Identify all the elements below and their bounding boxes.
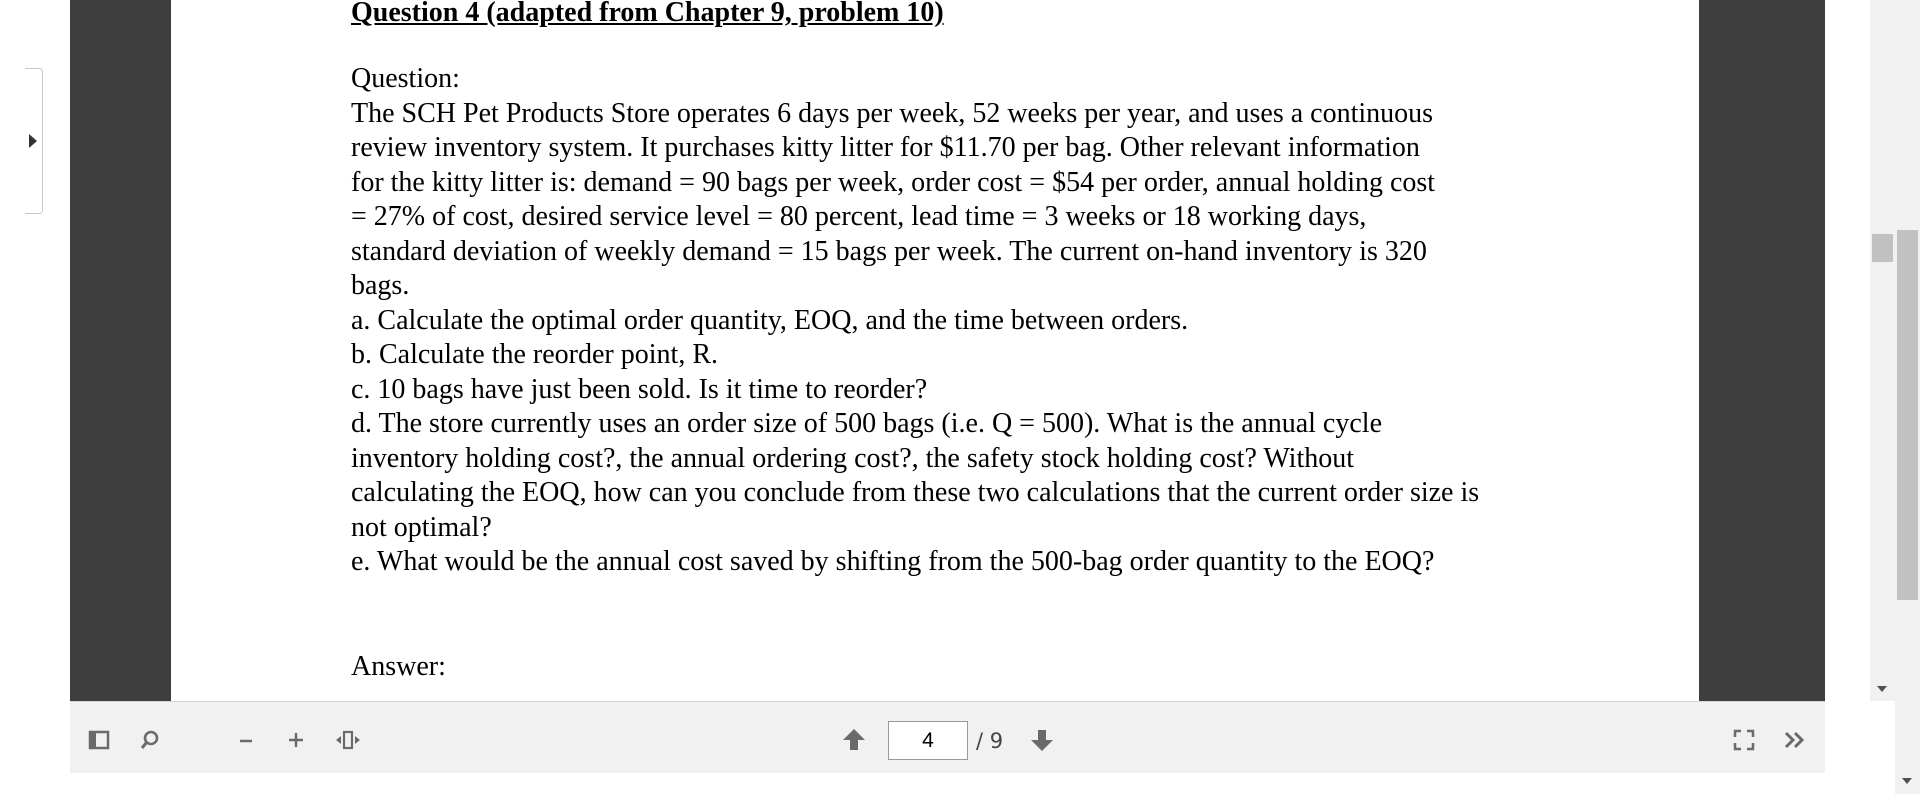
search-button[interactable] xyxy=(136,726,164,754)
question-line: review inventory system. It purchases kitty litter for $11.70 per bag. Other relevant information xyxy=(351,132,1420,163)
part-d-line: calculating the EOQ, how can you conclude from these two calculations that the current order size is xyxy=(351,477,1480,508)
expand-arrow-icon[interactable] xyxy=(29,134,37,148)
previous-page-icon xyxy=(841,727,867,753)
side-panel-tab[interactable] xyxy=(25,68,43,214)
fullscreen-button[interactable] xyxy=(1730,726,1758,754)
question-line: standard deviation of weekly demand = 15 bags per week. The current on-hand inventory is 320 xyxy=(351,235,1427,267)
fit-width-button[interactable] xyxy=(334,726,362,754)
scroll-down-arrow-icon[interactable] xyxy=(1877,686,1887,692)
viewer-scrollbar[interactable] xyxy=(1870,0,1895,701)
part-a: a. Calculate the optimal order quantity, EOQ, and the time between orders. xyxy=(351,304,1189,336)
question-line: for the kitty litter is: demand = 90 bags per week, order cost = $54 per order, annual holding cost xyxy=(351,166,1436,198)
zoom-in-icon xyxy=(287,731,305,749)
question-line: The SCH Pet Products Store operates 6 days per week, 52 weeks per year, and uses a continuous xyxy=(351,97,1434,129)
question-line: bags. xyxy=(351,270,410,301)
part-c: c. 10 bags have just been sold. Is it time to reorder? xyxy=(351,373,928,405)
page-scroll-down-arrow-icon[interactable] xyxy=(1902,778,1912,784)
question-label: Question: xyxy=(351,63,460,94)
question-heading: Question 4 (adapted from Chapter 9, problem 10) xyxy=(351,0,944,28)
fit-width-icon xyxy=(334,729,362,751)
document-text xyxy=(351,0,1591,684)
pdf-page xyxy=(171,0,1699,701)
part-d-line: not optimal? xyxy=(351,511,492,543)
previous-page-button[interactable] xyxy=(840,726,868,754)
answer-label: Answer: xyxy=(351,650,446,682)
part-b: b. Calculate the reorder point, R. xyxy=(351,339,718,370)
zoom-out-icon xyxy=(237,731,255,749)
fullscreen-icon xyxy=(1733,729,1755,751)
pdf-viewer[interactable] xyxy=(70,0,1825,701)
total-pages: / 9 xyxy=(976,729,1004,753)
page-scrollbar-thumb[interactable] xyxy=(1897,230,1918,600)
pdf-toolbar xyxy=(70,701,1825,773)
page-scrollbar[interactable] xyxy=(1895,0,1920,794)
sidebar-toggle-button[interactable] xyxy=(85,726,113,754)
part-d-line: inventory holding cost?, the annual ordering cost?, the safety stock holding cost? Without xyxy=(351,442,1355,474)
search-icon xyxy=(139,729,161,751)
sidebar-toggle-icon xyxy=(88,729,110,751)
more-tools-button[interactable] xyxy=(1781,726,1809,754)
next-page-icon xyxy=(1029,727,1055,753)
question-line: = 27% of cost, desired service level = 80 percent, lead time = 3 weeks or 18 working days, xyxy=(351,201,1367,232)
more-tools-icon xyxy=(1783,729,1807,751)
zoom-out-button[interactable] xyxy=(232,726,260,754)
viewer-scrollbar-thumb[interactable] xyxy=(1872,234,1893,262)
part-d: d. The store currently uses an order size of 500 bags (i.e. Q = 500). What is the annual cycle xyxy=(351,408,1382,439)
zoom-in-button[interactable] xyxy=(282,726,310,754)
page-number-input[interactable] xyxy=(888,721,968,760)
next-page-button[interactable] xyxy=(1028,726,1056,754)
part-e: e. What would be the annual cost saved by shifting from the 500-bag order quantity to the EOQ? xyxy=(351,546,1435,577)
